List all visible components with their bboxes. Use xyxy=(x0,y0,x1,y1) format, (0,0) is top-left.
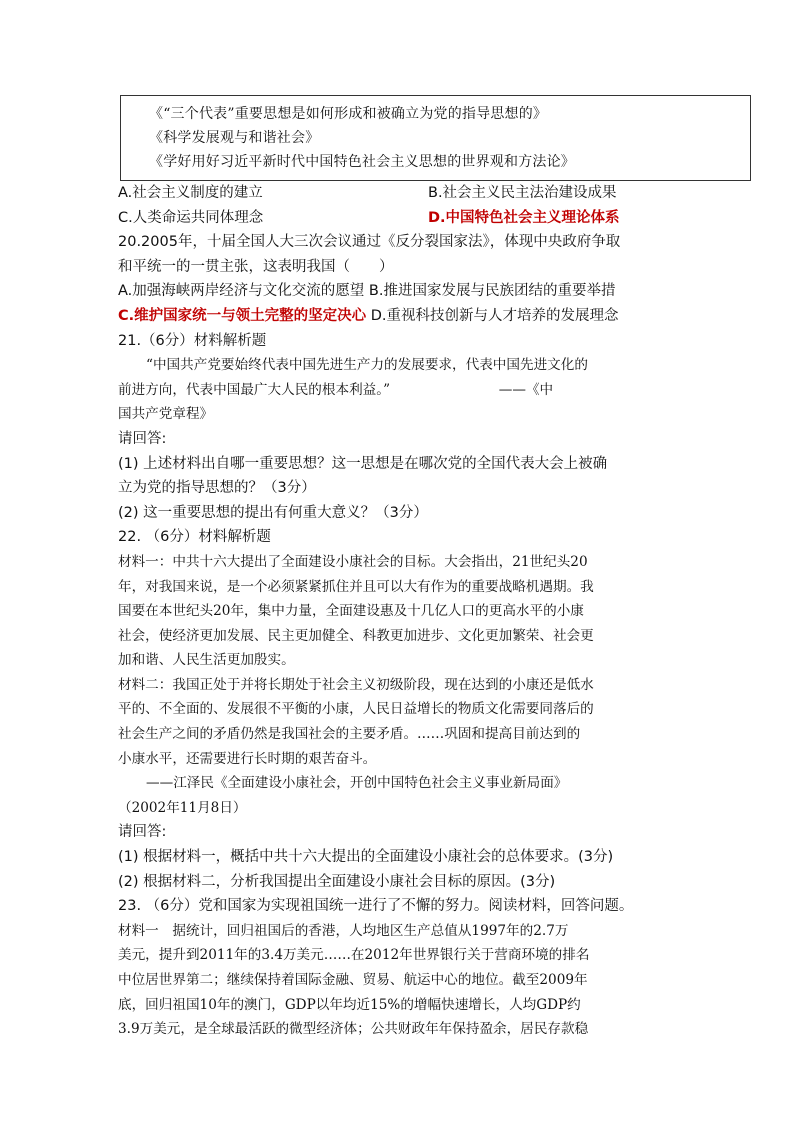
q19-options-row-1 xyxy=(118,181,758,206)
q20-stem: 和平统一的一贯主张，这表明我国（ ） xyxy=(118,258,394,275)
q22-material-2: 社会生产之间的矛盾仍然是我国社会的主要矛盾。……巩固和提高目前达到的 xyxy=(118,726,581,743)
q19-option-d-answer: D.中国特色社会主义理论体系 xyxy=(428,209,620,226)
q22-source: ——江泽民《全面建设小康社会，开创中国特色社会主义事业新局面》 xyxy=(146,775,568,792)
q21-title: 21.（6分）材料解析题 xyxy=(118,332,267,349)
q19-option-c: C.人类命运共同体理念 xyxy=(118,209,264,226)
q22-title: 22. （6分）材料解析题 xyxy=(118,529,271,546)
reference-item: 《科学发展观与和谐社会》 xyxy=(149,130,320,146)
q20-option-c-answer: C.维护国家统一与领土完整的坚定决心 xyxy=(118,307,367,324)
q20-option-b: B.推进国家发展与民族团结的重要举措 xyxy=(368,283,616,300)
q19-option-b: B.社会主义民主法治建设成果 xyxy=(428,185,617,201)
q22-ask: 请回答: xyxy=(118,824,167,841)
q23-material-1: 底，回归祖国10年的澳门，GDP以年均近15%的增幅快速增长，人均GDP约 xyxy=(118,996,581,1013)
q20-options-row-2 xyxy=(118,304,758,329)
q22-material-1: 加和谐、人民生活更加殷实。 xyxy=(118,652,295,669)
q19-option-a: A.社会主义制度的建立 xyxy=(118,185,263,201)
q21-sub1: (1) 上述材料出自哪一重要思想？这一思想是在哪次党的全国代表大会上被确 xyxy=(118,455,608,472)
q20-option-d: D.重视科技创新与人才培养的发展理念 xyxy=(370,307,619,324)
q23-material-1: 中位居世界第二；继续保持着国际金融、贸易、航运中心的地位。截至2009年 xyxy=(118,972,588,988)
q21-material: 前进方向，代表中国最广大人民的根本利益。” ——《中 xyxy=(118,381,554,398)
document-page xyxy=(118,95,758,1042)
q22-material-1: 国要在本世纪头20年，集中力量，全面建设惠及十几亿人口的更高水平的小康 xyxy=(118,603,584,620)
q21-sub1: 立为党的指导思想的？（3分） xyxy=(118,480,316,497)
q22-source-date: （2002年11月8日） xyxy=(118,799,247,816)
q21-ask: 请回答: xyxy=(118,430,167,447)
q21-sub2: (2) 这一重要思想的提出有何重大意义？（3分） xyxy=(118,504,428,521)
reference-item: 《“三个代表”重要思想是如何形成和被确立为党的指导思想的》 xyxy=(149,106,548,122)
reference-item: 《学好用好习近平新时代中国特色社会主义思想的世界观和方法论》 xyxy=(149,154,575,170)
q20-option-a: A.加强海峡两岸经济与文化交流的愿望 xyxy=(118,283,365,300)
q22-material-2: 小康水平，还需要进行长时期的艰苦奋斗。 xyxy=(118,750,377,767)
q22-material-2: 平的、不全面的、发展很不平衡的小康，人民日益增长的物质文化需要同落后的 xyxy=(118,701,594,718)
q23-title: 23. （6分）党和国家为实现祖国统一进行了不懈的努力。阅读材料，回答问题。 xyxy=(118,898,634,915)
q22-material-1: 社会，使经济更加发展、民主更加健全、科教更加进步、文化更加繁荣、社会更 xyxy=(118,627,594,644)
q22-material-1: 年，对我国来说，是一个必须紧紧抓住并且可以大有作为的重要战略机遇期。我 xyxy=(118,578,594,595)
reference-box xyxy=(120,95,751,181)
q19-options-row-2 xyxy=(118,206,758,231)
q23-material-1: 3.9万美元，是全球最活跃的微型经济体；公共财政年年保持盈余，居民存款稳 xyxy=(118,1021,589,1038)
q23-material-1: 美元，提升到2011年的3.4万美元……在2012年世界银行关于营商环境的排名 xyxy=(118,947,590,964)
q21-material: 国共产党章程》 xyxy=(118,406,214,423)
q20-stem: 20.2005年，十届全国人大三次会议通过《反分裂国家法》，体现中央政府争取 xyxy=(118,234,621,251)
q22-sub2: (2) 根据材料二，分析我国提出全面建设小康社会目标的原因。(3分) xyxy=(118,873,556,890)
q23-material-1: 材料一 据统计，回归祖国后的香港，人均地区生产总值从1997年的2.7万 xyxy=(118,922,569,939)
q20-options-row-1 xyxy=(118,279,758,304)
q22-material-1: 材料一：中共十六大提出了全面建设小康社会的目标。大会指出，21世纪头20 xyxy=(118,553,588,570)
q22-material-2: 材料二：我国正处于并将长期处于社会主义初级阶段，现在达到的小康还是低水 xyxy=(118,676,594,693)
q21-material: “中国共产党要始终代表中国先进生产力的发展要求，代表中国先进文化的 xyxy=(146,357,588,374)
q22-sub1: (1) 根据材料一，概括中共十六大提出的全面建设小康社会的总体要求。(3分) xyxy=(118,849,614,866)
